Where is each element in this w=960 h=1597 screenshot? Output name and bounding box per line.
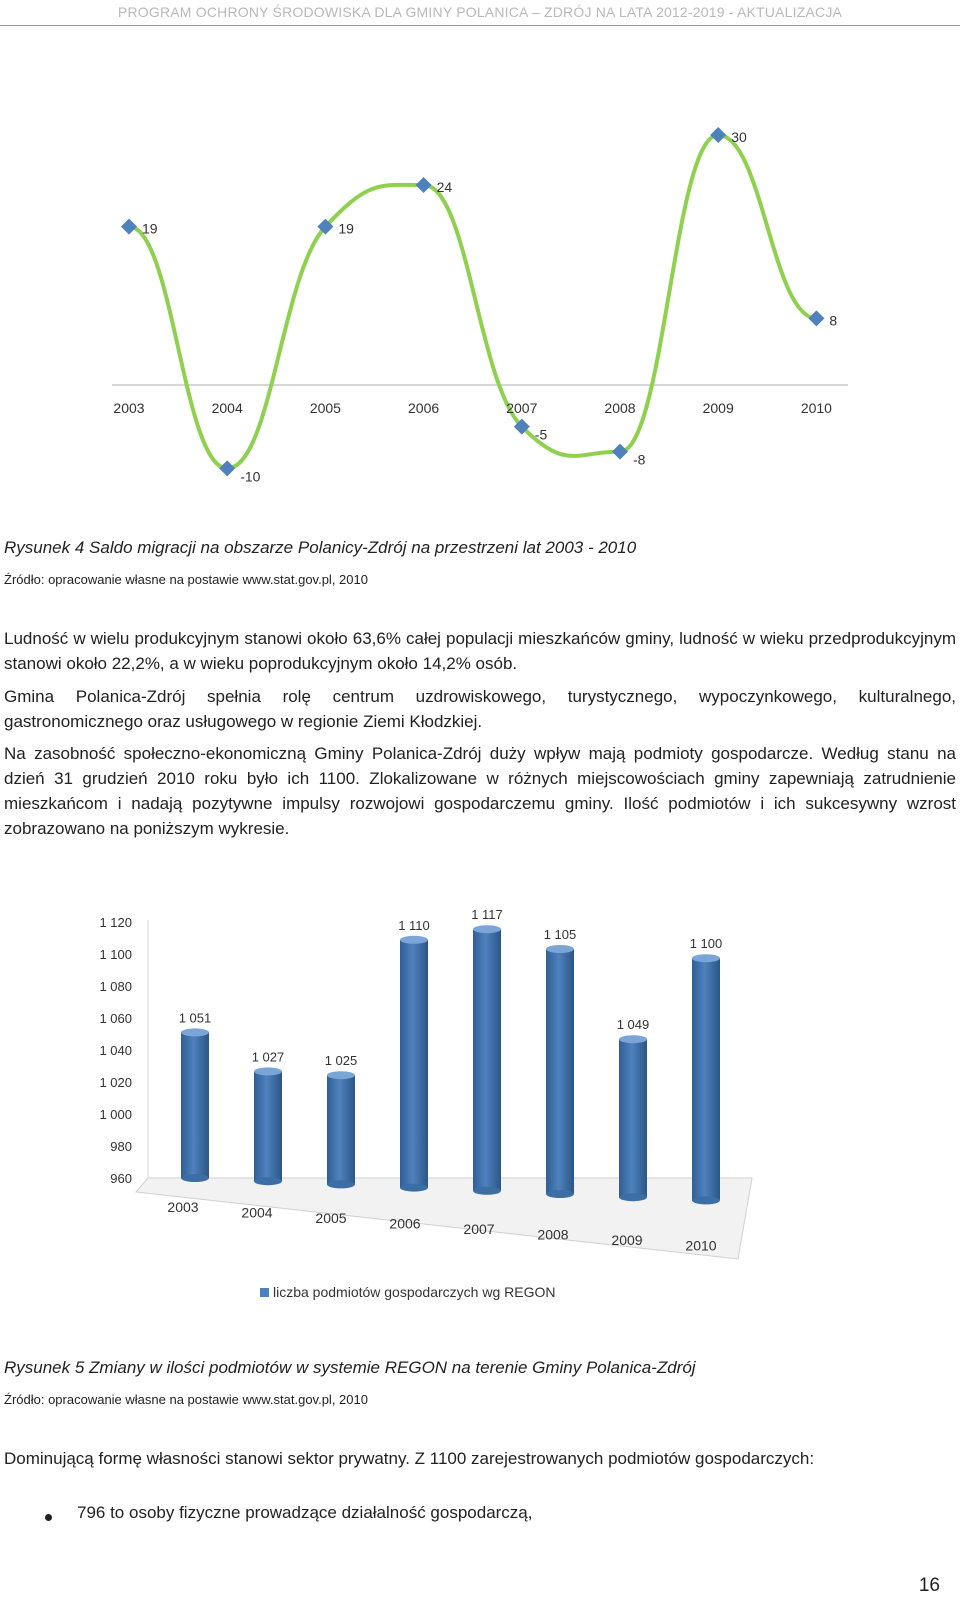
- bar: [254, 1071, 282, 1181]
- data-label: 24: [436, 179, 453, 195]
- x-tick-label: 2009: [702, 400, 734, 416]
- data-point-marker: [219, 460, 235, 476]
- bar-top: [473, 925, 501, 933]
- data-label: 1 025: [324, 1053, 358, 1069]
- bar-top: [254, 1067, 282, 1075]
- bar-bottom: [400, 1184, 428, 1192]
- x-tick-label: 2003: [113, 400, 145, 416]
- x-tick-label: 2010: [685, 1237, 717, 1254]
- bar-bottom: [692, 1196, 720, 1204]
- bullet-item: 796 to osoby fizyczne prowadzące działalność gospodarczą,: [77, 1503, 533, 1522]
- legend-swatch: [260, 1288, 269, 1297]
- x-tick-label: 2008: [537, 1226, 569, 1243]
- bar-bottom: [254, 1177, 282, 1185]
- paragraph-ownership: Dominującą formę własności stanowi sektor prywatny. Z 1100 zarejestrowanych podmiotów gospodarczych:: [4, 1449, 815, 1468]
- x-tick-label: 2010: [800, 400, 832, 416]
- figure4-source: Źródło: opracowanie własne na postawie www.stat.gov.pl, 2010: [4, 572, 368, 587]
- y-tick-label: 1 060: [99, 1011, 132, 1026]
- x-tick-label: 2009: [611, 1232, 643, 1248]
- y-tick-label: 1 100: [99, 947, 132, 962]
- bar: [473, 929, 501, 1191]
- figure4-caption: Rysunek 4 Saldo migracji na obszarze Polanicy-Zdrój na przestrzeni lat 2003 - 2010: [4, 538, 637, 557]
- x-tick-label: 2007: [506, 400, 538, 416]
- data-point-marker: [808, 310, 824, 326]
- x-tick-label: 2007: [463, 1221, 495, 1237]
- figure5-caption: Rysunek 5 Zmiany w ilości podmiotów w systemie REGON na terenie Gminy Polanica-Zdrój: [4, 1358, 696, 1377]
- paragraph-economy: Na zasobność społeczno-ekonomiczną Gminy Polanica-Zdrój duży wpływ mają podmioty gospodarcze. Według stanu na dzień 31 grudzień 2010 roku było ich 1100. Zlokalizowane w różnych miejscowościach gminy zapewniają zatrudnienie mieszkańcom i nadają pozytywne impulsy rozwojowi gospodarczemu gminy. Ilość podmiotów i ich sukcesywny wzrost zobrazowano na poniższym wykresie.: [4, 744, 956, 838]
- header-divider: [0, 25, 960, 26]
- data-point-marker: [416, 177, 432, 193]
- chart-floor: [136, 1178, 752, 1259]
- bar-bottom: [327, 1180, 355, 1188]
- data-label: 19: [338, 220, 354, 237]
- bar-top: [692, 954, 720, 962]
- bullet-marker: [45, 1514, 52, 1521]
- bar-top: [400, 936, 428, 944]
- bar-group: [181, 1028, 209, 1182]
- x-tick-label: 2003: [167, 1199, 199, 1215]
- data-point-marker: [121, 219, 137, 235]
- bar: [400, 940, 428, 1188]
- bar-group: [546, 945, 574, 1198]
- bar-bottom: [546, 1190, 574, 1198]
- data-label: -10: [240, 468, 261, 485]
- bar-group: [254, 1067, 282, 1185]
- y-tick-label: 1 120: [99, 915, 132, 930]
- legend-label: liczba podmiotów gospodarczych wg REGON: [273, 1284, 556, 1300]
- page-number: 16: [918, 1575, 940, 1596]
- data-label: 1 051: [178, 1010, 212, 1026]
- paragraph-role: Gmina Polanica-Zdrój spełnia rolę centrum uzdrowiskowego, turystycznego, wypoczynkowego, kulturalnego, gastronomicznego oraz usługowego w regionie Ziemi Kłodzkiej.: [4, 687, 956, 731]
- data-label: 30: [731, 129, 747, 145]
- paragraph-population: Ludność w wielu produkcyjnym stanowi około 63,6% całej populacji mieszkańców gminy, ludność w wieku przedprodukcyjnym stanowi około 22,2%, a w wieku poprodukcyjnym około 14,2% osób.: [4, 629, 956, 673]
- bar-bottom: [473, 1187, 501, 1195]
- y-tick-label: 1 020: [99, 1075, 132, 1090]
- data-label: 1 100: [689, 936, 723, 952]
- bar-top: [327, 1071, 355, 1079]
- y-tick-label: 980: [110, 1139, 132, 1154]
- migration-line-chart: [0, 100, 960, 500]
- x-tick-label: 2005: [315, 1210, 347, 1226]
- data-label: 1 049: [616, 1017, 650, 1033]
- data-label: 1 027: [251, 1049, 285, 1065]
- y-tick-label: 960: [110, 1171, 132, 1186]
- y-tick-label: 1 080: [99, 979, 132, 994]
- data-label: 1 110: [398, 917, 430, 933]
- data-label: 1 117: [471, 910, 503, 923]
- bar-bottom: [619, 1193, 647, 1201]
- bar-group: [619, 1035, 647, 1201]
- regon-bar-chart: [0, 910, 960, 1330]
- y-tick-label: 1 040: [99, 1043, 132, 1058]
- bar-group: [327, 1071, 355, 1188]
- bar-group: [473, 925, 501, 1195]
- bar: [546, 949, 574, 1194]
- page-header: PROGRAM OCHRONY ŚRODOWISKA DLA GMINY POLANICA – ZDRÓJ NA LATA 2012-2019 - AKTUALIZACJA: [117, 4, 843, 20]
- bar-top: [546, 945, 574, 953]
- series-line: [129, 135, 816, 468]
- data-label: -5: [534, 426, 548, 443]
- bar-top: [181, 1028, 209, 1036]
- x-tick-label: 2004: [211, 400, 243, 416]
- bar: [692, 958, 720, 1200]
- bar-top: [619, 1035, 647, 1043]
- x-tick-label: 2008: [604, 400, 636, 416]
- x-tick-label: 2006: [408, 400, 440, 416]
- x-tick-label: 2006: [389, 1215, 421, 1232]
- data-label: 8: [829, 312, 838, 329]
- bar-bottom: [181, 1174, 209, 1182]
- bar: [181, 1032, 209, 1178]
- data-point-marker: [710, 127, 726, 143]
- y-tick-label: 1 000: [99, 1107, 132, 1122]
- figure5-source: Źródło: opracowanie własne na postawie www.stat.gov.pl, 2010: [4, 1392, 368, 1407]
- bar: [327, 1075, 355, 1184]
- x-tick-label: 2004: [241, 1204, 273, 1221]
- data-label: -8: [633, 451, 646, 468]
- bar: [619, 1039, 647, 1197]
- bar-group: [400, 936, 428, 1192]
- x-tick-label: 2005: [309, 400, 341, 416]
- data-label: 1 105: [543, 927, 577, 942]
- data-point-marker: [612, 444, 628, 460]
- bar-group: [692, 954, 720, 1204]
- data-label: 19: [142, 220, 158, 237]
